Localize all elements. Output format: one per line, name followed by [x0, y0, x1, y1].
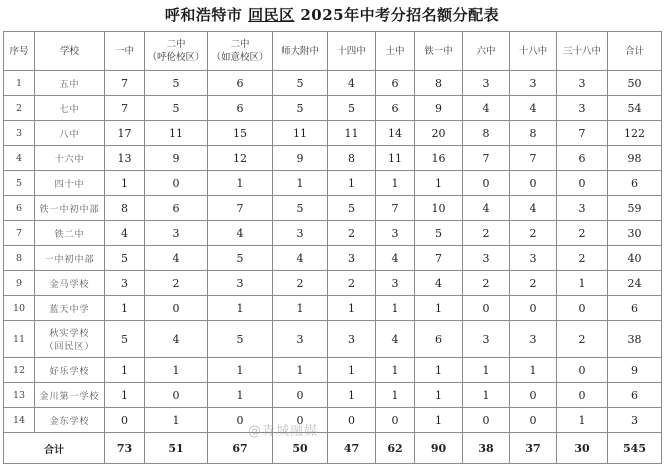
row-total-cell: 122 [608, 121, 662, 146]
school-name-text: 五中 [59, 79, 80, 90]
quota-cell: 3 [557, 71, 608, 96]
row-index: 11 [4, 321, 35, 358]
quota-cell: 4 [145, 321, 208, 358]
quota-cell: 8 [463, 121, 510, 146]
quota-cell: 5 [415, 221, 463, 246]
column-header-label: 序号 [9, 45, 29, 57]
quota-cell: 0 [105, 408, 145, 433]
quota-cell: 3 [145, 221, 208, 246]
row-total-cell: 50 [608, 71, 662, 96]
quota-cell: 2 [510, 271, 557, 296]
quota-cell: 0 [557, 296, 608, 321]
column-header-label: 学校 [59, 45, 79, 57]
quota-cell: 0 [510, 296, 557, 321]
quota-cell: 1 [105, 358, 145, 383]
quota-cell: 1 [328, 383, 376, 408]
column-header-label: 二中 [230, 39, 250, 50]
row-index: 4 [4, 146, 35, 171]
column-header-label: 一中 [114, 45, 134, 57]
school-name-text: 铁一中初中部 [39, 204, 100, 215]
table-row [4, 221, 662, 246]
quota-cell: 7 [557, 121, 608, 146]
column-header [105, 32, 145, 71]
quota-cell: 13 [105, 146, 145, 171]
school-name [35, 196, 105, 221]
quota-cell: 2 [463, 271, 510, 296]
quota-cell: 3 [510, 71, 557, 96]
school-name [35, 71, 105, 96]
school-name-subtext: （回民区） [44, 342, 95, 352]
quota-cell: 5 [208, 246, 273, 271]
column-header-label: 师大附中 [280, 45, 319, 57]
quota-cell: 3 [105, 271, 145, 296]
quota-cell: 16 [415, 146, 463, 171]
column-header [4, 32, 35, 71]
column-header-label: 土中 [385, 45, 405, 57]
row-index: 1 [4, 71, 35, 96]
column-header [145, 32, 208, 71]
quota-cell: 2 [557, 221, 608, 246]
row-total-cell: 6 [608, 171, 662, 196]
page-title [0, 4, 664, 25]
column-header [608, 32, 662, 71]
quota-cell: 2 [328, 221, 376, 246]
quota-cell: 5 [105, 246, 145, 271]
column-header-label: 十四中 [337, 45, 366, 57]
row-total-cell: 59 [608, 196, 662, 221]
quota-cell: 1 [328, 296, 376, 321]
column-header [557, 32, 608, 71]
column-total-cell: 67 [208, 433, 273, 464]
school-name [35, 358, 105, 383]
quota-cell: 7 [463, 146, 510, 171]
quota-cell: 1 [376, 383, 415, 408]
column-total-cell: 38 [463, 433, 510, 464]
quota-cell: 6 [376, 71, 415, 96]
quota-cell: 3 [273, 221, 328, 246]
school-name-text: 一中初中部 [44, 254, 95, 265]
table-row [4, 146, 662, 171]
column-header-label: 二中 [166, 39, 186, 50]
row-index: 3 [4, 121, 35, 146]
quota-cell: 8 [510, 121, 557, 146]
school-name [35, 96, 105, 121]
column-header [35, 32, 105, 71]
column-header-sublabel: （呼伦校区） [147, 52, 205, 63]
title-district: 回民区 [248, 6, 295, 24]
quota-cell: 0 [463, 296, 510, 321]
quota-cell: 1 [557, 408, 608, 433]
quota-cell: 1 [105, 296, 145, 321]
column-header [328, 32, 376, 71]
quota-cell: 3 [463, 246, 510, 271]
quota-cell: 6 [376, 96, 415, 121]
quota-cell: 2 [557, 321, 608, 358]
quota-cell: 1 [273, 358, 328, 383]
total-label: 合计 [4, 433, 105, 464]
quota-cell: 2 [557, 246, 608, 271]
quota-cell: 3 [376, 221, 415, 246]
quota-cell: 0 [208, 408, 273, 433]
quota-cell: 7 [415, 246, 463, 271]
quota-cell: 2 [328, 271, 376, 296]
quota-cell: 7 [510, 146, 557, 171]
quota-cell: 0 [145, 383, 208, 408]
grand-total-cell: 545 [608, 433, 662, 464]
quota-cell: 0 [557, 383, 608, 408]
quota-cell: 11 [376, 146, 415, 171]
table-row [4, 296, 662, 321]
quota-allocation-table [3, 31, 662, 464]
quota-cell: 1 [415, 383, 463, 408]
quota-cell: 17 [105, 121, 145, 146]
quota-cell: 0 [463, 171, 510, 196]
quota-cell: 1 [105, 171, 145, 196]
school-name-text: 金东学校 [49, 416, 90, 427]
quota-cell: 6 [208, 71, 273, 96]
quota-cell: 3 [376, 271, 415, 296]
quota-cell: 3 [510, 321, 557, 358]
column-header-sublabel: （如意校区） [211, 52, 269, 63]
quota-cell: 11 [145, 121, 208, 146]
table-row [4, 358, 662, 383]
column-header-label: 三十八中 [562, 45, 601, 57]
table-row [4, 96, 662, 121]
quota-cell: 1 [510, 358, 557, 383]
row-total-cell: 40 [608, 246, 662, 271]
quota-cell: 5 [145, 71, 208, 96]
quota-cell: 4 [463, 196, 510, 221]
quota-cell: 1 [463, 358, 510, 383]
school-name-text: 蓝天中学 [49, 304, 90, 315]
row-total-cell: 38 [608, 321, 662, 358]
column-total-cell: 50 [273, 433, 328, 464]
quota-cell: 2 [273, 271, 328, 296]
quota-cell: 2 [145, 271, 208, 296]
quota-cell: 5 [273, 96, 328, 121]
quota-cell: 1 [105, 383, 145, 408]
row-total-cell: 24 [608, 271, 662, 296]
quota-cell: 1 [273, 171, 328, 196]
quota-cell: 3 [557, 96, 608, 121]
row-index: 6 [4, 196, 35, 221]
quota-cell: 4 [376, 321, 415, 358]
quota-cell: 4 [510, 196, 557, 221]
quota-cell: 3 [463, 321, 510, 358]
quota-cell: 4 [415, 271, 463, 296]
quota-cell: 0 [463, 408, 510, 433]
quota-cell: 6 [415, 321, 463, 358]
quota-cell: 11 [328, 121, 376, 146]
quota-cell: 4 [105, 221, 145, 246]
table-row [4, 246, 662, 271]
quota-cell: 7 [376, 196, 415, 221]
quota-cell: 0 [510, 408, 557, 433]
column-header-label: 十八中 [518, 45, 548, 57]
table-row [4, 121, 662, 146]
quota-cell: 1 [376, 358, 415, 383]
school-name-text: 七中 [59, 104, 80, 115]
quota-cell: 4 [463, 96, 510, 121]
row-index: 2 [4, 96, 35, 121]
quota-cell: 0 [557, 171, 608, 196]
school-name [35, 383, 105, 408]
quota-cell: 1 [208, 383, 273, 408]
table-row [4, 271, 662, 296]
quota-cell: 1 [273, 296, 328, 321]
quota-cell: 9 [145, 146, 208, 171]
quota-cell: 1 [415, 296, 463, 321]
column-total-cell: 62 [376, 433, 415, 464]
quota-cell: 0 [376, 408, 415, 433]
quota-cell: 0 [510, 383, 557, 408]
school-name-text: 金马学校 [49, 279, 90, 290]
table-row [4, 196, 662, 221]
school-name-text: 金川第一学校 [39, 391, 100, 402]
quota-cell: 0 [328, 408, 376, 433]
quota-cell: 1 [328, 171, 376, 196]
school-name [35, 221, 105, 246]
quota-cell: 1 [415, 171, 463, 196]
school-name [35, 271, 105, 296]
quota-cell: 1 [376, 171, 415, 196]
quota-cell: 6 [557, 146, 608, 171]
quota-cell: 3 [557, 196, 608, 221]
quota-cell: 2 [463, 221, 510, 246]
quota-cell: 8 [328, 146, 376, 171]
row-index: 13 [4, 383, 35, 408]
quota-cell: 6 [145, 196, 208, 221]
title-city: 呼和浩特市 [164, 6, 243, 24]
table-row [4, 321, 662, 358]
row-index: 9 [4, 271, 35, 296]
school-name [35, 321, 105, 358]
quota-cell: 4 [328, 71, 376, 96]
quota-cell: 9 [273, 146, 328, 171]
school-name [35, 146, 105, 171]
school-name-text: 八中 [59, 129, 80, 140]
header-row [4, 32, 662, 71]
total-row [4, 433, 662, 464]
quota-cell: 1 [145, 408, 208, 433]
quota-cell: 14 [376, 121, 415, 146]
column-total-cell: 37 [510, 433, 557, 464]
quota-cell: 1 [415, 408, 463, 433]
row-total-cell: 9 [608, 358, 662, 383]
school-name [35, 296, 105, 321]
quota-cell: 7 [208, 196, 273, 221]
quota-cell: 4 [208, 221, 273, 246]
column-header-label: 六中 [476, 45, 496, 57]
quota-cell: 5 [105, 321, 145, 358]
quota-cell: 1 [557, 271, 608, 296]
quota-cell: 3 [273, 321, 328, 358]
quota-cell: 1 [208, 296, 273, 321]
school-name-text: 四十中 [54, 179, 85, 190]
quota-cell: 1 [328, 358, 376, 383]
quota-cell: 8 [415, 71, 463, 96]
column-header [208, 32, 273, 71]
quota-cell: 4 [510, 96, 557, 121]
quota-cell: 9 [415, 96, 463, 121]
quota-cell: 11 [273, 121, 328, 146]
quota-cell: 3 [463, 71, 510, 96]
quota-cell: 2 [510, 221, 557, 246]
quota-cell: 5 [273, 71, 328, 96]
row-index: 7 [4, 221, 35, 246]
school-name-text: 秋实学校 [49, 329, 90, 339]
column-header [463, 32, 510, 71]
table-row [4, 408, 662, 433]
quota-cell: 0 [145, 171, 208, 196]
quota-cell: 5 [208, 321, 273, 358]
quota-cell: 5 [328, 96, 376, 121]
quota-cell: 1 [208, 171, 273, 196]
school-name [35, 171, 105, 196]
quota-cell: 5 [328, 196, 376, 221]
row-index: 14 [4, 408, 35, 433]
quota-cell: 3 [328, 246, 376, 271]
school-name-text: 十六中 [54, 154, 85, 165]
row-index: 5 [4, 171, 35, 196]
title-rest: 2025年中考分招名额分配表 [300, 6, 500, 24]
column-header [376, 32, 415, 71]
row-total-cell: 6 [608, 296, 662, 321]
quota-cell: 0 [145, 296, 208, 321]
quota-cell: 15 [208, 121, 273, 146]
table-row [4, 171, 662, 196]
quota-cell: 1 [145, 358, 208, 383]
quota-cell: 20 [415, 121, 463, 146]
quota-cell: 5 [145, 96, 208, 121]
column-total-cell: 47 [328, 433, 376, 464]
quota-cell: 5 [273, 196, 328, 221]
column-header [273, 32, 328, 71]
quota-cell: 1 [208, 358, 273, 383]
quota-cell: 0 [557, 358, 608, 383]
quota-cell: 4 [273, 246, 328, 271]
quota-cell: 0 [510, 171, 557, 196]
row-index: 8 [4, 246, 35, 271]
quota-cell: 8 [105, 196, 145, 221]
row-total-cell: 30 [608, 221, 662, 246]
school-name-text: 铁二中 [54, 229, 85, 240]
row-total-cell: 98 [608, 146, 662, 171]
row-total-cell: 6 [608, 383, 662, 408]
quota-cell: 3 [328, 321, 376, 358]
quota-cell: 1 [415, 358, 463, 383]
row-total-cell: 54 [608, 96, 662, 121]
quota-cell: 0 [273, 383, 328, 408]
school-name-text: 好乐学校 [49, 366, 90, 377]
quota-cell: 1 [376, 296, 415, 321]
column-header [415, 32, 463, 71]
column-header [510, 32, 557, 71]
watermark: @青城融媒 [248, 424, 319, 439]
column-total-cell: 73 [105, 433, 145, 464]
quota-cell: 10 [415, 196, 463, 221]
row-index: 10 [4, 296, 35, 321]
column-total-cell: 51 [145, 433, 208, 464]
column-header-label: 合计 [624, 45, 644, 57]
quota-cell: 7 [105, 96, 145, 121]
quota-cell: 3 [208, 271, 273, 296]
school-name [35, 246, 105, 271]
quota-cell: 0 [273, 408, 328, 433]
table-row [4, 71, 662, 96]
quota-cell: 3 [510, 246, 557, 271]
quota-cell: 1 [463, 383, 510, 408]
quota-cell: 4 [376, 246, 415, 271]
quota-cell: 6 [208, 96, 273, 121]
row-total-cell: 3 [608, 408, 662, 433]
quota-cell: 12 [208, 146, 273, 171]
column-total-cell: 30 [557, 433, 608, 464]
quota-cell: 7 [105, 71, 145, 96]
school-name [35, 408, 105, 433]
quota-cell: 4 [145, 246, 208, 271]
column-total-cell: 90 [415, 433, 463, 464]
row-index: 12 [4, 358, 35, 383]
school-name [35, 121, 105, 146]
column-header-label: 铁一中 [424, 45, 453, 57]
table-row [4, 383, 662, 408]
